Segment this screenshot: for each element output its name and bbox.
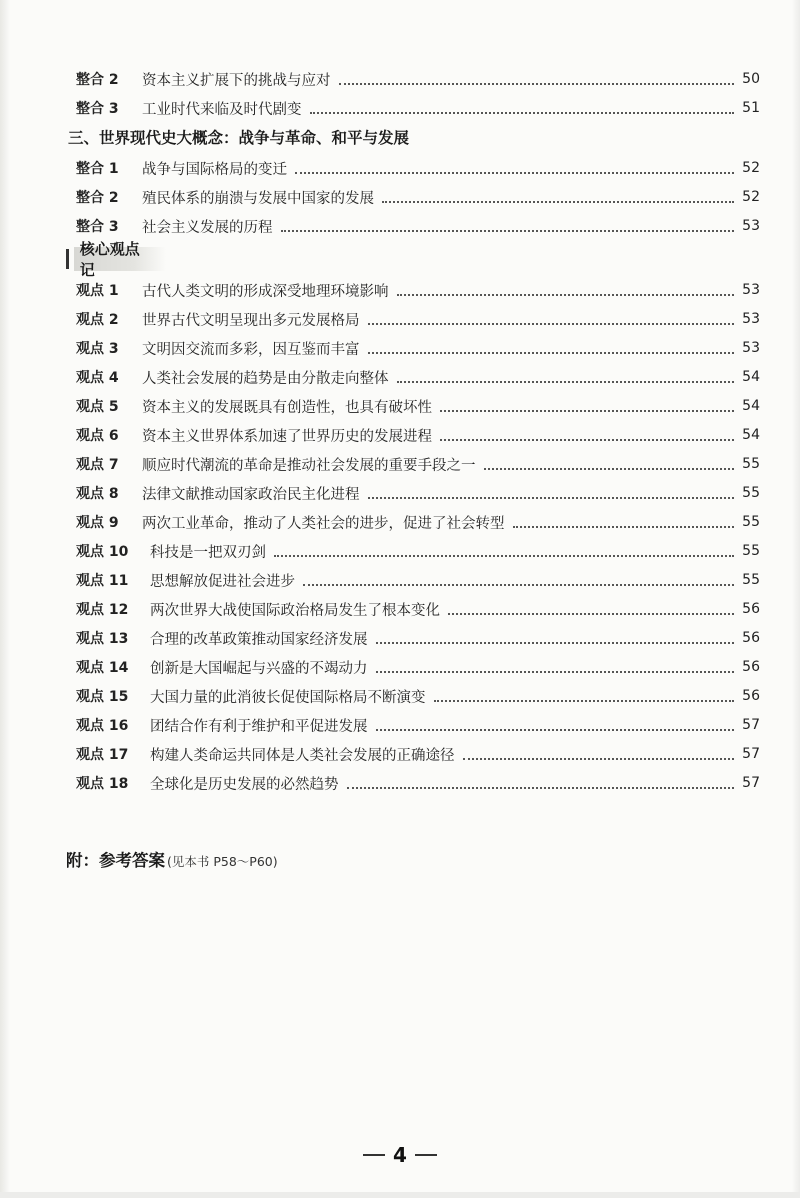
- leader-dots: [281, 229, 735, 232]
- entry-page: 54: [742, 369, 760, 385]
- leader-dots: [376, 728, 735, 731]
- entry-page: 56: [742, 601, 760, 617]
- toc-entry[interactable]: [76, 596, 760, 622]
- toc-entry[interactable]: [76, 567, 760, 593]
- toc-entry[interactable]: [76, 422, 760, 448]
- section-title: 三、世界现代史大概念：战争与革命、和平与发展: [68, 129, 410, 147]
- toc-entry[interactable]: [76, 393, 760, 419]
- leader-dots: [368, 322, 735, 325]
- leader-dots: [274, 554, 734, 557]
- leader-dots: [303, 583, 734, 586]
- heading-banner: [74, 240, 166, 279]
- scan-edge-right: [792, 0, 800, 1198]
- leader-dots: [397, 380, 735, 383]
- entry-title: 顺应时代潮流的革命是推动社会发展的重要手段之一: [142, 457, 476, 474]
- toc-entry[interactable]: [76, 451, 760, 477]
- entry-page: 50: [742, 71, 760, 87]
- entry-title: 文明因交流而多彩，因互鉴而丰富: [142, 341, 360, 358]
- entry-label: 观点 14: [76, 660, 129, 676]
- entry-title: 全球化是历史发展的必然趋势: [150, 776, 339, 793]
- leader-dots: [368, 351, 735, 354]
- leader-dots: [376, 670, 735, 673]
- footer-dash-left: [363, 1154, 385, 1156]
- toc-entry[interactable]: [76, 480, 760, 506]
- entry-title: 思想解放促进社会进步: [150, 573, 295, 590]
- toc-entry[interactable]: [76, 155, 760, 181]
- toc-entry[interactable]: [76, 538, 760, 564]
- entry-page: 55: [742, 543, 760, 559]
- entry-title: 殖民体系的崩溃与发展中国家的发展: [142, 190, 374, 207]
- entry-page: 56: [742, 688, 760, 704]
- toc-entry[interactable]: [76, 712, 760, 738]
- entry-label: 观点 18: [76, 776, 129, 792]
- leader-dots: [310, 111, 735, 114]
- toc-entry[interactable]: [76, 306, 760, 332]
- toc-entry[interactable]: [76, 364, 760, 390]
- toc-entry[interactable]: [76, 184, 760, 210]
- appendix-title: 附：参考答案: [66, 851, 165, 870]
- leader-dots: [484, 467, 735, 470]
- toc-entry[interactable]: [76, 95, 760, 121]
- toc-entry[interactable]: [76, 335, 760, 361]
- appendix-note: (见本书 P58～P60): [167, 854, 278, 869]
- leader-dots: [295, 171, 734, 174]
- toc-entry[interactable]: [76, 770, 760, 796]
- entry-title: 社会主义发展的历程: [142, 219, 273, 236]
- scan-edge-left: [0, 0, 10, 1198]
- leader-dots: [382, 200, 734, 203]
- entry-label: 观点 5: [76, 399, 119, 415]
- entry-label: 观点 7: [76, 457, 119, 473]
- entry-title: 科技是一把双刃剑: [150, 544, 266, 561]
- entry-label: 观点 2: [76, 312, 119, 328]
- entry-page: 56: [742, 659, 760, 675]
- entry-page: 57: [742, 717, 760, 733]
- entry-label: 观点 12: [76, 602, 129, 618]
- entry-title: 战争与国际格局的变迁: [142, 161, 287, 178]
- toc-entry[interactable]: [76, 277, 760, 303]
- section-heading: [68, 124, 760, 150]
- toc-entry[interactable]: [76, 66, 760, 92]
- toc-entry[interactable]: [76, 509, 760, 535]
- leader-dots: [339, 82, 735, 85]
- leader-dots: [347, 786, 735, 789]
- entry-label: 观点 1: [76, 283, 119, 299]
- entry-label: 观点 16: [76, 718, 129, 734]
- entry-page: 57: [742, 746, 760, 762]
- entry-label: 整合 2: [76, 190, 119, 206]
- leader-dots: [434, 699, 735, 702]
- entry-label: 观点 17: [76, 747, 129, 763]
- entry-page: 53: [742, 218, 760, 234]
- entry-page: 55: [742, 456, 760, 472]
- entry-title: 团结合作有利于维护和平促进发展: [150, 718, 368, 735]
- entry-page: 55: [742, 572, 760, 588]
- entry-title: 创新是大国崛起与兴盛的不竭动力: [150, 660, 368, 677]
- entry-label: 观点 11: [76, 573, 129, 589]
- entry-label: 整合 3: [76, 219, 119, 235]
- entry-title: 两次工业革命，推动了人类社会的进步，促进了社会转型: [142, 515, 505, 532]
- toc-entry[interactable]: [76, 741, 760, 767]
- entry-title: 大国力量的此消彼长促使国际格局不断演变: [150, 689, 426, 706]
- scan-edge-bottom: [0, 1192, 800, 1198]
- entry-label: 观点 8: [76, 486, 119, 502]
- entry-label: 观点 4: [76, 370, 119, 386]
- entry-title: 古代人类文明的形成深受地理环境影响: [142, 283, 389, 300]
- entry-title: 法律文献推动国家政治民主化进程: [142, 486, 360, 503]
- entry-label: 观点 6: [76, 428, 119, 444]
- entry-title: 资本主义扩展下的挑战与应对: [142, 72, 331, 89]
- entry-page: 53: [742, 282, 760, 298]
- entry-page: 57: [742, 775, 760, 791]
- heading-text: 核心观点记: [79, 240, 140, 279]
- entry-page: 54: [742, 398, 760, 414]
- entry-title: 世界古代文明呈现出多元发展格局: [142, 312, 360, 329]
- leader-dots: [397, 293, 735, 296]
- entry-label: 观点 10: [76, 544, 129, 560]
- entry-page: 54: [742, 427, 760, 443]
- entry-title: 工业时代来临及时代剧变: [142, 101, 302, 118]
- entry-page: 53: [742, 340, 760, 356]
- entry-label: 整合 1: [76, 161, 119, 177]
- entry-label: 整合 2: [76, 72, 119, 88]
- entry-label: 观点 9: [76, 515, 119, 531]
- entry-label: 观点 3: [76, 341, 119, 357]
- toc-entry[interactable]: [76, 683, 760, 709]
- leader-dots: [440, 438, 734, 441]
- entry-page: 55: [742, 485, 760, 501]
- toc-entry[interactable]: [76, 625, 760, 651]
- entry-title: 两次世界大战使国际政治格局发生了根本变化: [150, 602, 440, 619]
- leader-dots: [448, 612, 734, 615]
- entry-page: 56: [742, 630, 760, 646]
- toc-entry[interactable]: [76, 213, 760, 239]
- appendix-line[interactable]: [66, 847, 278, 873]
- toc-entry[interactable]: [76, 654, 760, 680]
- page-number: 4: [393, 1143, 407, 1167]
- entry-title: 合理的改革政策推动国家经济发展: [150, 631, 368, 648]
- leader-dots: [463, 757, 735, 760]
- leader-dots: [376, 641, 735, 644]
- entry-label: 整合 3: [76, 101, 119, 117]
- entry-page: 51: [742, 100, 760, 116]
- entry-page: 55: [742, 514, 760, 530]
- entry-title: 人类社会发展的趋势是由分散走向整体: [142, 370, 389, 387]
- entry-label: 观点 15: [76, 689, 129, 705]
- heading-bar: [66, 249, 69, 269]
- leader-dots: [368, 496, 735, 499]
- entry-label: 观点 13: [76, 631, 129, 647]
- entry-page: 52: [742, 160, 760, 176]
- entry-title: 资本主义的发展既具有创造性，也具有破坏性: [142, 399, 432, 416]
- entry-page: 53: [742, 311, 760, 327]
- leader-dots: [440, 409, 734, 412]
- entry-title: 构建人类命运共同体是人类社会发展的正确途径: [150, 747, 455, 764]
- entry-title: 资本主义世界体系加速了世界历史的发展进程: [142, 428, 432, 445]
- entry-page: 52: [742, 189, 760, 205]
- core-heading: [66, 240, 166, 279]
- footer-dash-right: [415, 1154, 437, 1156]
- leader-dots: [513, 525, 735, 528]
- page-footer: [0, 1140, 800, 1170]
